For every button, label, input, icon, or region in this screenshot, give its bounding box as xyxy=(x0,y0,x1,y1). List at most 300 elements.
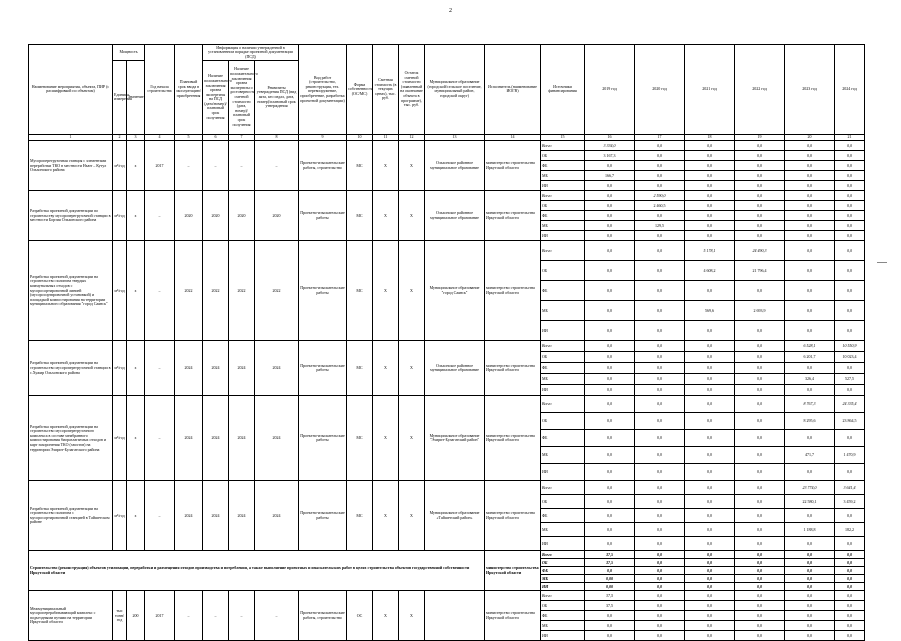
funding-value: 0,0 xyxy=(685,523,735,537)
funding-source: ИИ xyxy=(541,231,585,241)
funding-value: 0,0 xyxy=(735,495,785,509)
docs-expertise: 2022 xyxy=(203,241,229,341)
funding-value: 0,0 xyxy=(835,537,865,551)
power-unit: м³/год xyxy=(113,191,127,241)
section-executor: министерство строительства Иркутской области xyxy=(485,551,541,591)
funding-value: 2 693,9 xyxy=(735,301,785,321)
document-sheet xyxy=(28,44,864,641)
funding-source: ИИ xyxy=(541,537,585,551)
funding-value: 0,0 xyxy=(685,430,735,447)
funding-value: 0,0 xyxy=(785,601,835,611)
funding-value: 0,0 xyxy=(585,241,635,261)
power-value: x xyxy=(127,341,145,396)
power-value: x xyxy=(127,141,145,191)
funding-value: 0,0 xyxy=(585,537,635,551)
funding-value: 0,0 xyxy=(785,181,835,191)
funding-value: 0,0 xyxy=(635,301,685,321)
docs-expertise: 2020 xyxy=(203,191,229,241)
docs-approval: – xyxy=(255,141,299,191)
power-value: x xyxy=(127,481,145,551)
funding-value: 0,0 xyxy=(735,352,785,363)
funding-value: 0,0 xyxy=(685,231,735,241)
remaining-cost: X xyxy=(399,481,425,551)
funding-value: 0,0 xyxy=(635,464,685,481)
funding-source: ИИ xyxy=(541,631,585,641)
funding-source: ФБ xyxy=(541,281,585,301)
column-number: 8 xyxy=(255,134,299,141)
funding-value: 0,0 xyxy=(735,385,785,396)
funding-value: 0,0 xyxy=(685,191,735,201)
funding-value: 0,0 xyxy=(735,191,785,201)
remaining-cost: X xyxy=(399,396,425,481)
funding-value: 2 590,0 xyxy=(635,191,685,201)
docs-approval: 2024 xyxy=(255,341,299,396)
funding-value: 21 796,4 xyxy=(735,261,785,281)
funding-value: 0,0 xyxy=(635,447,685,464)
funding-value: 0,0 xyxy=(585,221,635,231)
funding-value: 166,7 xyxy=(585,171,635,181)
funding-value: 0,0 xyxy=(835,583,865,591)
funding-source: ФБ xyxy=(541,161,585,171)
power-value: 200 xyxy=(127,591,145,641)
funding-value: 0,0 xyxy=(835,231,865,241)
funding-value: 0,0 xyxy=(685,321,735,341)
funding-value: 0,0 xyxy=(785,221,835,231)
plan-year: – xyxy=(175,591,203,641)
start-year: – xyxy=(145,481,175,551)
funding-value: 0,0 xyxy=(735,583,785,591)
docs-estimate-check: – xyxy=(229,591,255,641)
funding-value: 0,0 xyxy=(685,464,735,481)
investment-program-table xyxy=(28,44,865,641)
object-name: Разработка проектной документации на строительство мусороперегрузочной станции в с.Хужир Ольхонского района xyxy=(29,341,113,396)
funding-value: 0,0 xyxy=(635,385,685,396)
ownership: МС xyxy=(347,141,373,191)
funding-source: МБ xyxy=(541,575,585,583)
funding-value: 0,0 xyxy=(785,241,835,261)
funding-value: 0,0 xyxy=(585,191,635,201)
funding-value: 182,2 xyxy=(835,523,865,537)
funding-value: 0,0 xyxy=(635,281,685,301)
funding-value: 0,0 xyxy=(735,374,785,385)
funding-value: 0,0 xyxy=(585,181,635,191)
remaining-cost: X xyxy=(399,341,425,396)
start-year: – xyxy=(145,191,175,241)
header-estimate: Сметная стоимость (в текущих ценах), тыс. руб. xyxy=(373,45,399,135)
funding-value: 0,0 xyxy=(685,181,735,191)
power-unit: м³/год xyxy=(113,481,127,551)
funding-value: 0,0 xyxy=(685,201,735,211)
funding-value: 0,0 xyxy=(785,201,835,211)
funding-value: 0,0 xyxy=(635,575,685,583)
docs-approval: 2024 xyxy=(255,396,299,481)
table-row xyxy=(29,191,865,201)
power-unit: м³/год xyxy=(113,341,127,396)
column-number: 9 xyxy=(299,134,347,141)
funding-value: 0,0 xyxy=(785,464,835,481)
executor: министерство строительства Иркутской области xyxy=(485,191,541,241)
object-name: Разработка проектной документации на строительство мусороперегрузочного комплекса в составе мембранного компостирования биоразлагаемых отходов и карт захоронения ТКО (хвостов) на территории Эхирит-Булагатского района xyxy=(29,396,113,481)
funding-value: 0,0 xyxy=(835,559,865,567)
table-row xyxy=(29,241,865,261)
funding-source: ИИ xyxy=(541,181,585,191)
funding-value: 2 460,5 xyxy=(635,201,685,211)
municipality: Муниципальное образование "Эхирит-Булагатский район" xyxy=(425,396,485,481)
header-year: 2022 год xyxy=(735,45,785,135)
funding-value: 129,5 xyxy=(635,221,685,231)
docs-estimate-check: 2024 xyxy=(229,396,255,481)
funding-value: 0,0 xyxy=(685,396,735,413)
header-remaining: Остаток сметной стоимости (заявленный на окончание объекта в программе), тыс. руб. xyxy=(399,45,425,135)
funding-value: 0,0 xyxy=(735,430,785,447)
funding-value: 0,0 xyxy=(835,261,865,281)
funding-value: 0,0 xyxy=(835,321,865,341)
funding-value: 471,7 xyxy=(785,447,835,464)
table-body xyxy=(29,141,865,641)
funding-value: 0,0 xyxy=(685,151,735,161)
funding-value: 0,0 xyxy=(835,171,865,181)
funding-value: 24 335,4 xyxy=(835,396,865,413)
funding-value: 0,0 xyxy=(785,211,835,221)
header-executor: Исполнитель (наименование ИОГВ) xyxy=(485,45,541,135)
funding-value: 0,0 xyxy=(585,385,635,396)
funding-value: 0,0 xyxy=(735,551,785,559)
funding-value: 3 459,2 xyxy=(835,495,865,509)
power-value: x xyxy=(127,241,145,341)
funding-source: Всего xyxy=(541,191,585,201)
docs-expertise: – xyxy=(203,141,229,191)
funding-source: ФБ xyxy=(541,430,585,447)
work-type: Проектно-изыскательские работы, строительство xyxy=(299,591,347,641)
executor: министерство строительства Иркутской области xyxy=(485,341,541,396)
work-type: Проектно-изыскательские работы xyxy=(299,241,347,341)
header-ownership: Форма собственности (ОС/МС) xyxy=(347,45,373,135)
funding-source: ФБ xyxy=(541,611,585,621)
column-number: 2 xyxy=(113,134,127,141)
funding-value: 0,0 xyxy=(735,621,785,631)
funding-value: 0,0 xyxy=(685,631,735,641)
funding-source: МБ xyxy=(541,301,585,321)
executor: министерство строительства Иркутской области xyxy=(485,241,541,341)
funding-value: 22 580,1 xyxy=(785,495,835,509)
column-number: 16 xyxy=(585,134,635,141)
funding-value: 0,0 xyxy=(835,509,865,523)
funding-value: 0,0 xyxy=(835,591,865,601)
funding-value: 0,0 xyxy=(735,211,785,221)
funding-value: 0,0 xyxy=(735,611,785,621)
funding-source: Всего xyxy=(541,141,585,151)
funding-value: 0,0 xyxy=(735,481,785,495)
funding-value: 0,0 xyxy=(835,631,865,641)
funding-value: 0,0 xyxy=(685,591,735,601)
funding-value: 6 528,1 xyxy=(785,341,835,352)
funding-value: 0,0 xyxy=(835,363,865,374)
column-number: 6 xyxy=(203,134,229,141)
funding-value: 0,0 xyxy=(635,567,685,575)
column-number: 11 xyxy=(373,134,399,141)
funding-value: 5 178,1 xyxy=(685,241,735,261)
funding-value: 0,0 xyxy=(785,301,835,321)
executor: министерство строительства Иркутской области xyxy=(485,396,541,481)
section-row xyxy=(29,551,865,559)
funding-value: 0,0 xyxy=(785,321,835,341)
column-number: 14 xyxy=(485,134,541,141)
funding-value: 0,0 xyxy=(685,621,735,631)
funding-value: 0,0 xyxy=(685,509,735,523)
funding-value: 0,0 xyxy=(835,141,865,151)
funding-value: 0,0 xyxy=(585,495,635,509)
funding-value: 0,0 xyxy=(635,151,685,161)
funding-source: ФБ xyxy=(541,363,585,374)
docs-estimate-check: – xyxy=(229,141,255,191)
funding-value: 0,0 xyxy=(735,413,785,430)
funding-value: 0,0 xyxy=(735,523,785,537)
start-year: 2017 xyxy=(145,141,175,191)
funding-value: 0,0 xyxy=(635,141,685,151)
funding-source: МБ xyxy=(541,523,585,537)
docs-approval: 2022 xyxy=(255,241,299,341)
header-power-unit: Единица измерения xyxy=(113,60,127,134)
funding-value: 0,0 xyxy=(585,464,635,481)
funding-value: 0,0 xyxy=(785,509,835,523)
funding-value: 0,0 xyxy=(585,523,635,537)
funding-value: 0,0 xyxy=(635,601,685,611)
funding-value: 0,0 xyxy=(735,447,785,464)
funding-value: 0,0 xyxy=(785,171,835,181)
funding-value: 0,0 xyxy=(735,631,785,641)
funding-value: 23 864,5 xyxy=(835,413,865,430)
funding-value: 0,0 xyxy=(835,241,865,261)
column-number: 12 xyxy=(399,134,425,141)
funding-source: ОБ xyxy=(541,201,585,211)
column-number: 4 xyxy=(145,134,175,141)
header-docs-approval: Реквизиты утверждения ПСД (вид акта, кто издал, дата, номер)/плановый срок утверждения xyxy=(255,60,299,134)
funding-value: 0,0 xyxy=(585,396,635,413)
funding-value: 0,0 xyxy=(685,221,735,231)
funding-source: ИИ xyxy=(541,385,585,396)
funding-value: 0,0 xyxy=(685,559,735,567)
funding-value: 0,0 xyxy=(585,341,635,352)
funding-value: 0,0 xyxy=(685,281,735,301)
ownership: ОС xyxy=(347,591,373,641)
funding-value: 8 295,6 xyxy=(785,413,835,430)
funding-value: 37,5 xyxy=(585,591,635,601)
funding-value: 0,0 xyxy=(635,509,685,523)
object-name: Мусороперегрузочная станция с элементами переработки ТКО в местности Ньют – Кутул Ольхонского района xyxy=(29,141,113,191)
funding-value: 0,0 xyxy=(635,321,685,341)
remaining-cost: X xyxy=(399,241,425,341)
header-name: Наименование мероприятия, объекта, ПИР (с расшифровкой по объектам) xyxy=(29,45,113,135)
column-number: 17 xyxy=(635,134,685,141)
funding-source: ОБ xyxy=(541,352,585,363)
funding-value: 0,0 xyxy=(785,537,835,551)
funding-value: 0,0 xyxy=(735,181,785,191)
funding-value: 0,0 xyxy=(685,374,735,385)
funding-value: 0,0 xyxy=(735,559,785,567)
funding-value: 37,5 xyxy=(585,559,635,567)
funding-source: ФБ xyxy=(541,509,585,523)
ownership: МС xyxy=(347,396,373,481)
column-number: 1 xyxy=(29,134,113,141)
funding-value: 0,0 xyxy=(585,509,635,523)
plan-year: 2022 xyxy=(175,241,203,341)
municipality: Ольхонское районное муниципальное образование xyxy=(425,341,485,396)
funding-value: 0,0 xyxy=(585,211,635,221)
funding-value: 23 774,0 xyxy=(785,481,835,495)
funding-value: 0,0 xyxy=(785,575,835,583)
docs-approval: 2020 xyxy=(255,191,299,241)
funding-value: 0,0 xyxy=(685,352,735,363)
funding-value: 0,0 xyxy=(585,611,635,621)
funding-value: 0,0 xyxy=(635,181,685,191)
funding-value: 0,0 xyxy=(835,575,865,583)
funding-value: 0,0 xyxy=(785,261,835,281)
power-unit: м³/год xyxy=(113,241,127,341)
power-unit: тыс тонн/год xyxy=(113,591,127,641)
funding-value: 3 641,4 xyxy=(835,481,865,495)
docs-estimate-check: 2020 xyxy=(229,191,255,241)
funding-source: ФБ xyxy=(541,567,585,575)
funding-value: 569,6 xyxy=(685,301,735,321)
page-number: 2 xyxy=(449,8,452,14)
header-docs: Информация о наличии утвержденной в установленном порядке проектной документации (ПСД) xyxy=(203,45,299,61)
funding-value: 0,0 xyxy=(735,575,785,583)
funding-value: 0,0 xyxy=(785,591,835,601)
funding-value: 0,0 xyxy=(635,495,685,509)
funding-value: 0,0 xyxy=(635,551,685,559)
funding-value: 0,0 xyxy=(735,171,785,181)
funding-value: 0,0 xyxy=(835,181,865,191)
funding-value: 0,0 xyxy=(785,621,835,631)
funding-source: ОБ xyxy=(541,495,585,509)
funding-value: 0,00 xyxy=(585,575,635,583)
funding-value: 0,00 xyxy=(585,583,635,591)
funding-value: 0,0 xyxy=(785,611,835,621)
funding-value: 0,0 xyxy=(635,374,685,385)
funding-value: 0,0 xyxy=(785,631,835,641)
funding-value: 8 767,3 xyxy=(785,396,835,413)
funding-value: 0,0 xyxy=(835,464,865,481)
header-sources: Источники финансирования xyxy=(541,45,585,135)
funding-value: 0,0 xyxy=(635,537,685,551)
funding-value: 0,0 xyxy=(735,396,785,413)
funding-value: 0,0 xyxy=(685,141,735,151)
funding-value: 0,0 xyxy=(835,281,865,301)
funding-value: 0,0 xyxy=(685,601,735,611)
funding-value: 0,0 xyxy=(735,281,785,301)
funding-value: 0,0 xyxy=(585,261,635,281)
funding-value: 10 023,4 xyxy=(835,352,865,363)
funding-value: 0,0 xyxy=(585,621,635,631)
funding-value: 0,0 xyxy=(635,430,685,447)
column-number: 21 xyxy=(835,134,865,141)
funding-value: 37,5 xyxy=(585,601,635,611)
docs-expertise: 2024 xyxy=(203,341,229,396)
funding-value: 0,0 xyxy=(685,567,735,575)
funding-value: 0,0 xyxy=(585,231,635,241)
funding-value: 0,0 xyxy=(635,261,685,281)
estimate-cost: X xyxy=(373,141,399,191)
funding-value: 37,5 xyxy=(585,551,635,559)
funding-source: Всего xyxy=(541,341,585,352)
funding-value: 0,0 xyxy=(635,161,685,171)
funding-source: Всего xyxy=(541,551,585,559)
ownership: МС xyxy=(347,341,373,396)
estimate-cost: X xyxy=(373,341,399,396)
funding-value: 0,0 xyxy=(685,341,735,352)
funding-value: 0,0 xyxy=(585,363,635,374)
funding-value: 0,0 xyxy=(685,171,735,181)
funding-value: 0,0 xyxy=(685,413,735,430)
funding-value: 0,0 xyxy=(585,430,635,447)
work-type: Проектно-изыскательские работы xyxy=(299,481,347,551)
funding-value: 0,0 xyxy=(785,141,835,151)
funding-value: 0,0 xyxy=(585,413,635,430)
header-year: 2023 год xyxy=(785,45,835,135)
funding-value: 0,0 xyxy=(635,211,685,221)
column-number: 3 xyxy=(127,134,145,141)
start-year: – xyxy=(145,396,175,481)
funding-source: Всего xyxy=(541,481,585,495)
funding-value: 0,0 xyxy=(635,559,685,567)
column-number: 10 xyxy=(347,134,373,141)
funding-value: 0,0 xyxy=(735,201,785,211)
funding-value: 0,0 xyxy=(835,201,865,211)
header-power-value: Значение xyxy=(127,60,145,134)
executor: министерство строительства Иркутской области xyxy=(485,591,541,641)
column-number: 15 xyxy=(541,134,585,141)
funding-value: 0,0 xyxy=(835,601,865,611)
funding-value: 0,0 xyxy=(635,352,685,363)
funding-source: Всего xyxy=(541,241,585,261)
funding-value: 0,0 xyxy=(685,211,735,221)
funding-value: 0,0 xyxy=(735,591,785,601)
funding-value: 0,0 xyxy=(835,301,865,321)
funding-value: 0,0 xyxy=(735,161,785,171)
docs-expertise: 2024 xyxy=(203,396,229,481)
funding-value: 0,0 xyxy=(585,352,635,363)
funding-value: 0,0 xyxy=(735,341,785,352)
funding-value: 0,0 xyxy=(785,385,835,396)
plan-year: 2024 xyxy=(175,341,203,396)
funding-value: 0,0 xyxy=(785,551,835,559)
ownership: МС xyxy=(347,481,373,551)
table-row xyxy=(29,396,865,413)
funding-source: ОБ xyxy=(541,261,585,281)
funding-value: 0,0 xyxy=(785,583,835,591)
funding-value: 0,0 xyxy=(685,481,735,495)
estimate-cost: X xyxy=(373,191,399,241)
remaining-cost: X xyxy=(399,591,425,641)
funding-value: 0,0 xyxy=(735,231,785,241)
funding-value: 0,0 xyxy=(735,321,785,341)
funding-value: 0,0 xyxy=(735,601,785,611)
funding-value: 1 470,9 xyxy=(835,447,865,464)
estimate-cost: X xyxy=(373,591,399,641)
funding-value: 0,0 xyxy=(635,611,685,621)
docs-estimate-check: 2022 xyxy=(229,241,255,341)
funding-source: Всего xyxy=(541,396,585,413)
start-year: 2017 xyxy=(145,591,175,641)
funding-value: 0,0 xyxy=(585,281,635,301)
funding-value: 0,0 xyxy=(785,151,835,161)
table-row xyxy=(29,141,865,151)
funding-source: ОБ xyxy=(541,413,585,430)
docs-estimate-check: 2024 xyxy=(229,481,255,551)
funding-value: 3 167,3 xyxy=(585,151,635,161)
funding-value: 0,0 xyxy=(635,231,685,241)
column-number: 5 xyxy=(175,134,203,141)
